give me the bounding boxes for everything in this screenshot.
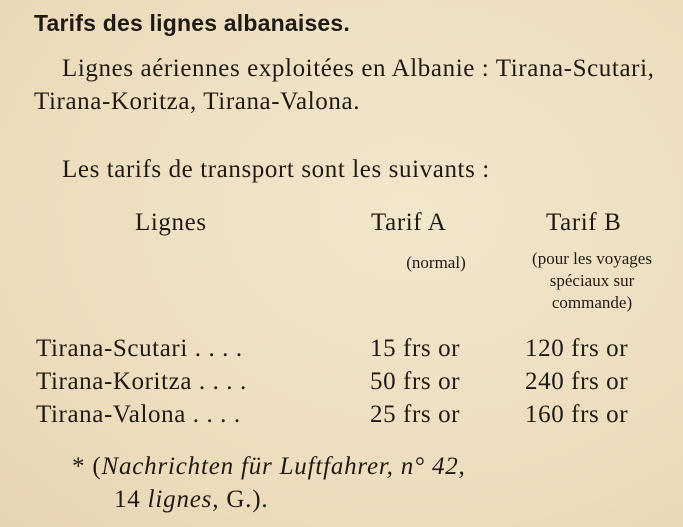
section-title: Tarifs des lignes albanaises. [34, 10, 351, 36]
row-tarif-b: 240 frs or [525, 368, 629, 395]
row-tarif-a: 50 frs or [370, 368, 461, 395]
intro-paragraph: Lignes aériennes exploitées en Albanie : Tirana-Scutari, Tirana-Koritza, Tirana-Valona. [34, 55, 655, 115]
footnote-source: Nachrichten für Luftfahrer, [101, 453, 394, 480]
table-row [36, 401, 676, 433]
row-tarif-a: 25 frs or [370, 401, 461, 428]
table-row [36, 368, 676, 400]
footnote-line-2 [72, 483, 672, 516]
row-ligne: Tirana-Scutari . . . . [36, 335, 243, 362]
footnote-end: G.). [226, 486, 269, 513]
column-header-tarif-b: Tarif B [546, 209, 622, 236]
subheader-tarif-a: (normal) [406, 253, 466, 272]
row-tarif-b: 160 frs or [525, 401, 629, 428]
row-tarif-a: 15 frs or [370, 335, 461, 362]
row-ligne: Tirana-Koritza . . . . [36, 368, 247, 395]
row-ligne: Tirana-Valona . . . . [36, 401, 241, 428]
footnote-number: n° 42, [400, 453, 466, 480]
subheader-tarif-b: (pour les voyages spéciaux sur commande) [532, 249, 652, 312]
column-header-tarif-a: Tarif A [371, 209, 447, 236]
footnote-star: * [72, 453, 86, 480]
footnote-lignes: lignes, [147, 486, 220, 513]
column-header-lignes: Lignes [135, 209, 207, 236]
footnote [72, 450, 672, 516]
footnote-open: ( [92, 453, 102, 480]
table-row [36, 335, 676, 367]
intro-paragraph-2: Les tarifs de transport sont les suivants : [62, 156, 490, 183]
row-tarif-b: 120 frs or [525, 335, 629, 362]
footnote-count: 14 [114, 486, 141, 513]
